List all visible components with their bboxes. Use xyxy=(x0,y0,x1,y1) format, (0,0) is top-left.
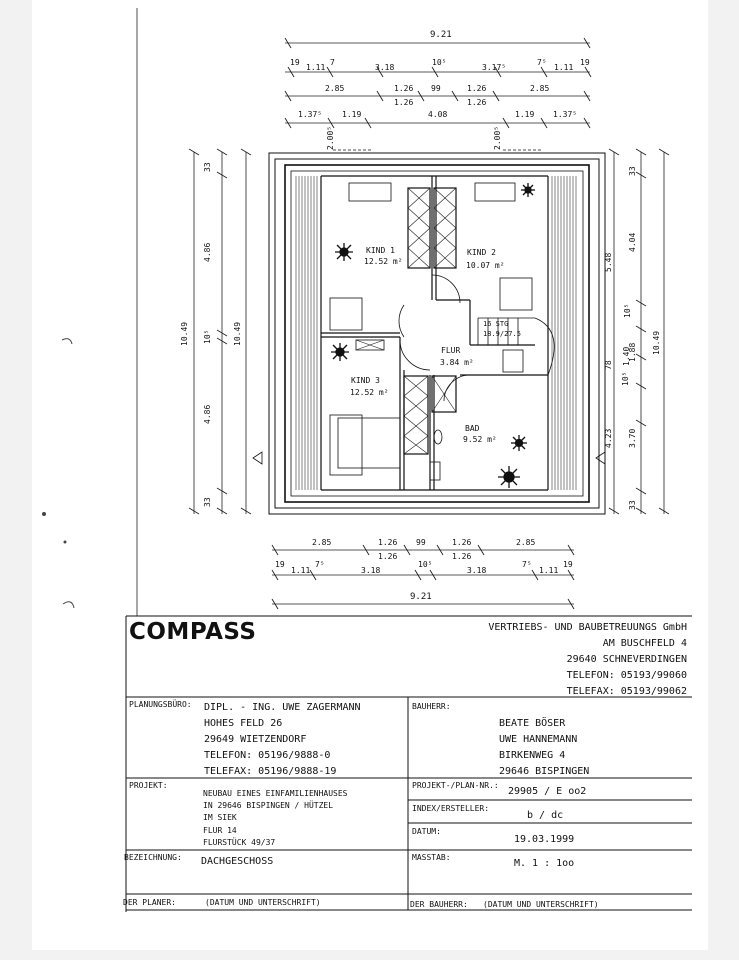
dim-right-seg: 33 xyxy=(628,166,637,176)
planungsbuero-line: HOHES FELD 26 xyxy=(204,718,283,729)
stair-label: 16 STG xyxy=(483,320,509,328)
room-name: KIND 3 xyxy=(351,376,380,385)
room-area: 9.52 m² xyxy=(463,435,497,444)
room-area: 3.84 m² xyxy=(440,358,474,367)
dim-top-r1: 10⁵ xyxy=(432,58,447,67)
dim-left-seg: 33 xyxy=(203,162,212,172)
dim-top-r1: 7 xyxy=(330,58,335,67)
planer-signature-hint: (DATUM UND UNTERSCHRIFT) xyxy=(205,898,321,907)
company-line: TELEFAX: 05193/99062 xyxy=(566,686,687,697)
dim-right-seg: 10⁵ xyxy=(621,371,630,386)
stair-label: 18.9/27.5 xyxy=(483,330,521,338)
dim-right-seg: 5.48 xyxy=(604,252,613,272)
dim-bottom-r1b: 1.26 xyxy=(378,552,398,561)
massstab-label: MASSTAB: xyxy=(412,853,451,862)
projekt-line: FLURSTÜCK 49/37 xyxy=(203,838,276,847)
room-name: KIND 1 xyxy=(366,246,395,255)
bauherr-signature-hint: (DATUM UND UNTERSCHRIFT) xyxy=(483,900,599,909)
dim-bottom-r1: 1.26 xyxy=(378,538,398,547)
dim-top-vert: 2.00⁵ xyxy=(493,125,502,150)
dim-right-seg: 4.04 xyxy=(628,232,637,252)
dim-left-seg: 10⁵ xyxy=(203,329,212,344)
projekt-nr-label: PROJEKT-/PLAN-NR.: xyxy=(412,781,499,790)
dim-bottom-r2: 1.11 xyxy=(539,566,559,575)
dim-right-outer: 10.49 xyxy=(652,330,661,355)
dim-top-r2b: 1.26 xyxy=(467,98,487,107)
dim-right-seg: 33 xyxy=(628,500,637,510)
index-value: b / dc xyxy=(527,810,564,821)
dim-top-r2: 1.26 xyxy=(394,84,414,93)
room-name: BAD xyxy=(465,424,480,433)
dim-top-r1: 3.17⁵ xyxy=(482,63,507,72)
room-name: FLUR xyxy=(441,346,461,355)
datum-label: DATUM: xyxy=(412,827,441,836)
bezeichnung-label: BEZEICHNUNG: xyxy=(124,853,182,862)
projekt-line: IM SIEK xyxy=(203,813,237,822)
index-label: INDEX/ERSTELLER: xyxy=(412,804,490,813)
dim-top-r1: 19 xyxy=(580,58,590,67)
dim-top-r1: 7⁵ xyxy=(537,58,547,67)
dim-right-seg: 1.88 xyxy=(628,342,637,362)
dim-top-r2: 2.85 xyxy=(325,84,345,93)
dim-top-r3: 4.08 xyxy=(428,110,448,119)
dim-left-seg: 4.86 xyxy=(203,404,212,424)
dim-top-r2: 1.26 xyxy=(467,84,487,93)
dim-right-seg: 10⁵ xyxy=(623,303,632,318)
projekt-line: IN 29646 BISPINGEN / HÜTZEL xyxy=(203,801,334,810)
dim-bottom-r2: 3.18 xyxy=(467,566,487,575)
planungsbuero-label: PLANUNGSBÜRO: xyxy=(129,700,192,709)
dim-right-seg: 78 xyxy=(604,360,613,370)
planer-label: DER PLANER: xyxy=(123,898,176,907)
bauherr-line: BIRKENWEG 4 xyxy=(499,750,566,761)
dim-bottom-r2: 19 xyxy=(275,560,285,569)
dim-top-r1: 1.11 xyxy=(554,63,574,72)
projekt-line: NEUBAU EINES EINFAMILIENHAUSES xyxy=(203,789,348,798)
planungsbuero-line: DIPL. - ING. UWE ZAGERMANN xyxy=(204,702,361,713)
bezeichnung-value: DACHGESCHOSS xyxy=(201,856,274,867)
dim-top-vert: 2.00⁵ xyxy=(326,125,335,150)
planungsbuero-line: TELEFON: 05196/9888-0 xyxy=(204,750,331,761)
room-area: 12.52 m² xyxy=(350,388,389,397)
dim-top-r1: 1.11 xyxy=(306,63,326,72)
dim-bottom-r2: 10⁵ xyxy=(418,560,433,569)
dim-top-r3: 1.19 xyxy=(515,110,535,119)
dim-top-r2: 99 xyxy=(431,84,441,93)
dim-top-r2b: 1.26 xyxy=(394,98,414,107)
planungsbuero-line: TELEFAX: 05196/9888-19 xyxy=(204,766,337,777)
dim-top-r3: 1.37⁵ xyxy=(298,110,323,119)
dim-top-r3: 1.37⁵ xyxy=(553,110,578,119)
company-line: VERTRIEBS- UND BAUBETREUUNGS GmbH xyxy=(488,622,687,633)
dim-top-r1: 19 xyxy=(290,58,300,67)
company-line: 29640 SCHNEVERDINGEN xyxy=(566,654,687,665)
company-line: AM BUSCHFELD 4 xyxy=(602,638,687,649)
dim-bottom-r2: 7⁵ xyxy=(522,560,532,569)
bauherr-label: BAUHERR: xyxy=(412,702,451,711)
datum-value: 19.03.1999 xyxy=(514,834,575,845)
dim-bottom-r1: 99 xyxy=(416,538,426,547)
dim-bottom-r2: 7⁵ xyxy=(315,560,325,569)
dim-bottom-r1: 2.85 xyxy=(312,538,332,547)
dim-top-r1: 3.18 xyxy=(375,63,395,72)
dim-right-seg: 3.70 xyxy=(628,428,637,448)
brand-logo-text: COMPASS xyxy=(129,619,257,645)
dim-left-outer: 10.49 xyxy=(180,321,189,346)
company-line: TELEFON: 05193/99060 xyxy=(566,670,687,681)
dim-bottom-r2: 19 xyxy=(563,560,573,569)
projekt-line: FLUR 14 xyxy=(203,826,237,835)
massstab-value: M. 1 : 1oo xyxy=(514,858,575,869)
dim-bottom-r1: 2.85 xyxy=(516,538,536,547)
dim-top-total: 9.21 xyxy=(430,30,452,40)
projekt-nr-value: 29905 / E oo2 xyxy=(508,786,587,797)
dim-top-r2: 2.85 xyxy=(530,84,550,93)
dim-right-seg: 1.40 xyxy=(622,346,631,366)
dim-bottom-r1b: 1.26 xyxy=(452,552,472,561)
dim-bottom-r1: 1.26 xyxy=(452,538,472,547)
dim-left-seg: 33 xyxy=(203,497,212,507)
planungsbuero-line: 29649 WIETZENDORF xyxy=(204,734,307,745)
dim-bottom-total: 9.21 xyxy=(410,592,432,602)
dim-right-seg: 4.23 xyxy=(604,428,613,448)
room-area: 10.07 m² xyxy=(466,261,505,270)
bauherr-signature-label: DER BAUHERR: xyxy=(410,900,468,909)
bauherr-line: 29646 BISPINGEN xyxy=(499,766,590,777)
bauherr-line: UWE HANNEMANN xyxy=(499,734,578,745)
room-name: KIND 2 xyxy=(467,248,496,257)
projekt-label: PROJEKT: xyxy=(129,781,168,790)
bauherr-line: BEATE BÖSER xyxy=(499,718,566,729)
room-area: 12.52 m² xyxy=(364,257,403,266)
dim-left-inner: 10.49 xyxy=(233,321,242,346)
dim-bottom-r2: 1.11 xyxy=(291,566,311,575)
dim-left-seg: 4.86 xyxy=(203,242,212,262)
dim-top-r3: 1.19 xyxy=(342,110,362,119)
dim-bottom-r2: 3.18 xyxy=(361,566,381,575)
